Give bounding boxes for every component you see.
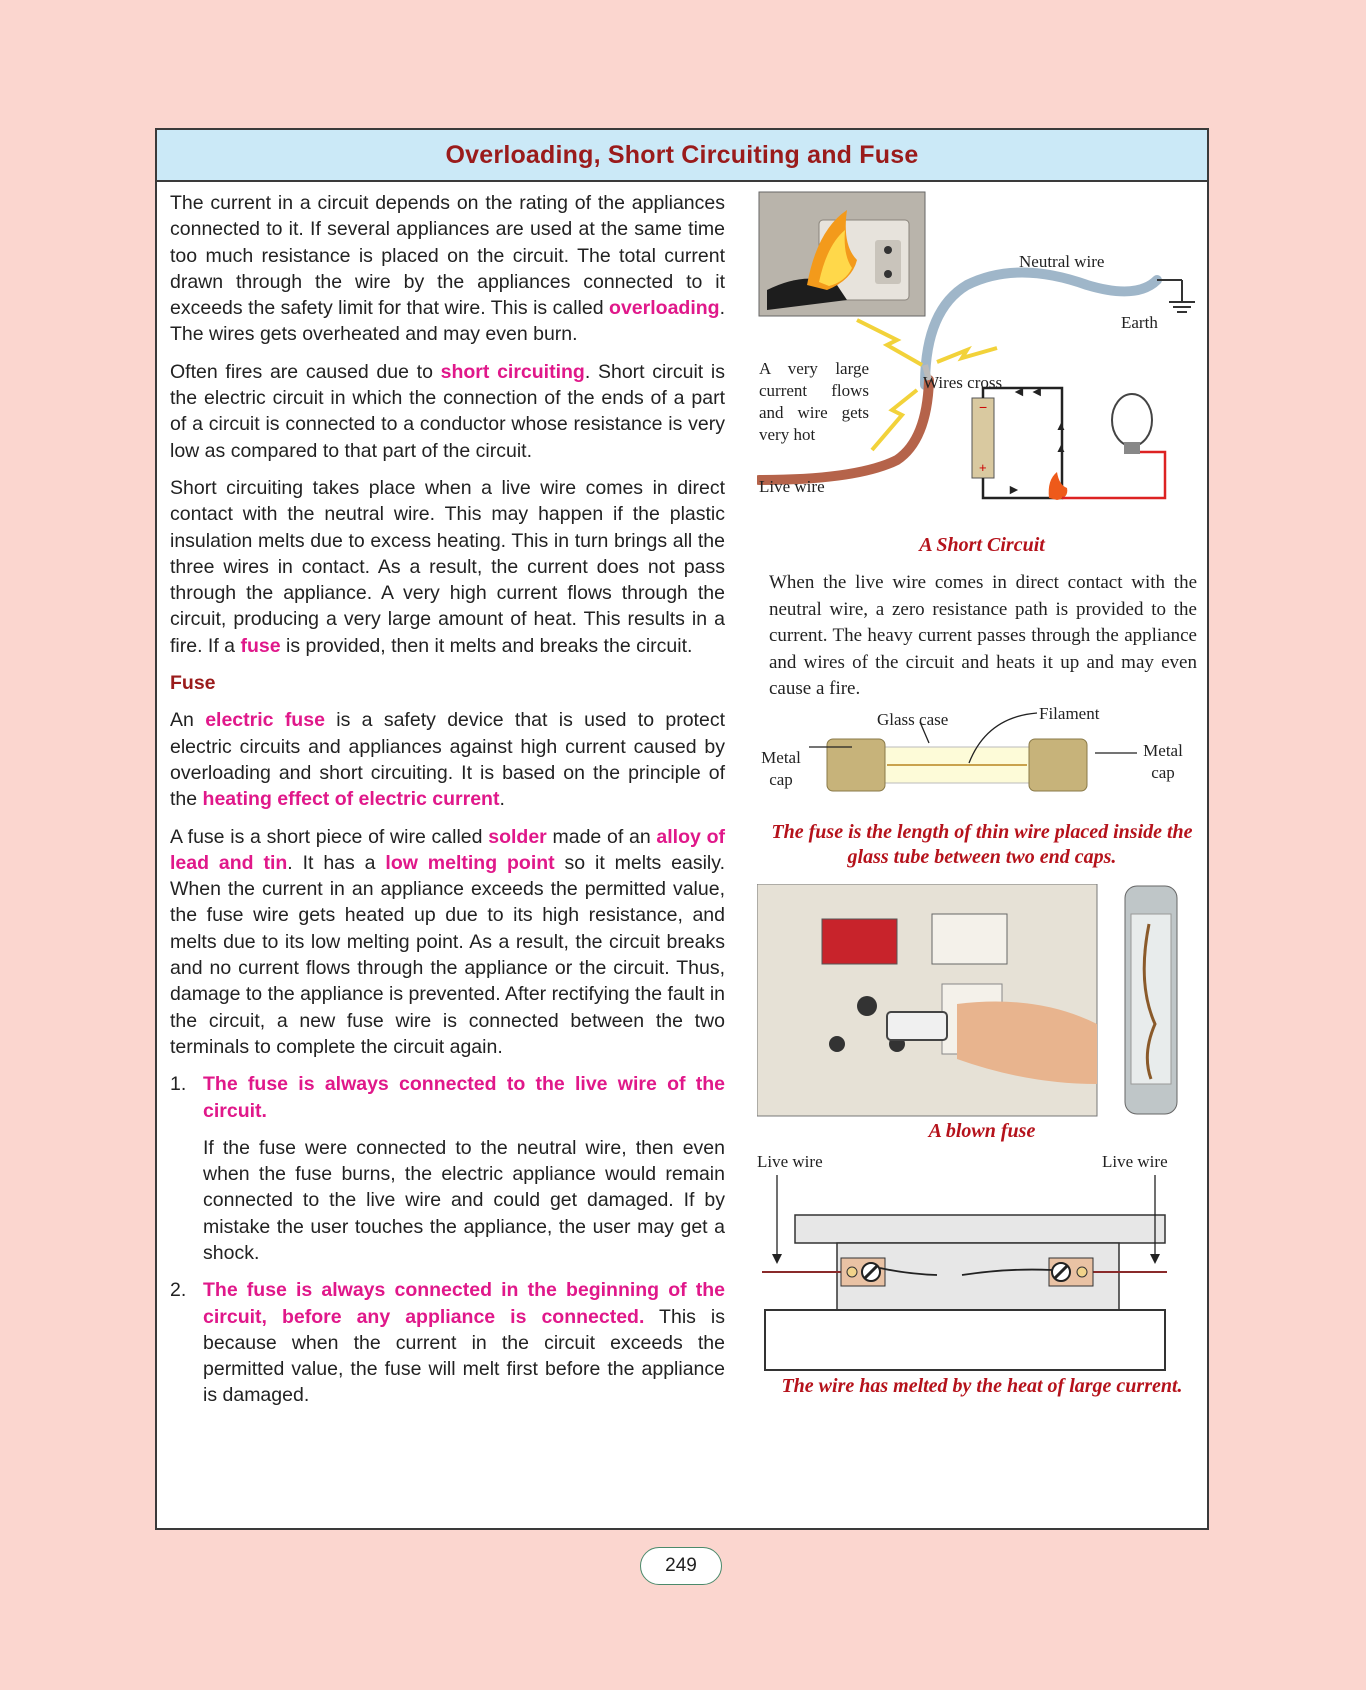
content-box: [155, 128, 1209, 1530]
list-item: 2. The fuse is always connected in the beginning of the circuit, before any appliance is connected. This is because when the current in the circuit exceeds the permitted value, the fuse will melt first before the appliance is damaged.: [170, 1279, 726, 1407]
caption-blown-fuse: A blown fuse: [928, 1120, 1036, 1142]
rule-live-wire: The fuse is always connected to the live wire of the circuit.: [203, 1073, 725, 1122]
paragraph-overloading: The current in a circuit depends on the rating of the appliances connected to it. If several appliances are used at the same time too much resistance is placed on the circuit. The total current drawn through the wire by the appliances connected to it exceeds the safety limit for that wire. This is called overloading. The wires gets overheated and may even burn.: [170, 192, 725, 346]
term-heating-effect: heating effect of electric current: [202, 788, 500, 811]
term-alloy: alloy of lead and tin: [170, 825, 725, 874]
left-column: [170, 190, 725, 1420]
label-large-current: A very large current flows and wire gets very hot: [759, 359, 869, 444]
term-solder: solder: [488, 825, 547, 848]
label-metal-cap-left: Metal cap: [761, 748, 801, 789]
label-live-wire-left: Live wire: [757, 1152, 823, 1171]
term-short-circuiting: short circuiting: [440, 360, 585, 383]
term-fuse: fuse: [240, 634, 281, 657]
term-overloading: overloading: [609, 297, 720, 320]
earth-symbol: [1157, 280, 1195, 312]
metal-cap-right: [1029, 739, 1087, 791]
bulb-icon: [1112, 394, 1152, 454]
svg-text:+: +: [979, 460, 987, 475]
caption-melted-wire: The wire has melted by the heat of large current.: [781, 1375, 1183, 1397]
label-filament: Filament: [1039, 705, 1100, 723]
paragraph-fuse-wire: A fuse is a short piece of wire called solder made of an alloy of lead and tin. It has a low melting point so it melts easily. When the current in an appliance exceeds the permitted value, the fuse wire gets heated up due to its high resistance, and melts due to its low melting point. As a result, the circuit breaks and no current flows through the appliance or the circuit. Thus, damage to the appliance is prevented. After rectifying the fault in the circuit, a new fuse wire is connected between the two terminals to complete the circuit again.: [170, 825, 726, 1058]
rule-explanation: If the fuse were connected to the neutral wire, then even when the fuse burns, the electric appliance would remain connected to the live wire and could get damaged. If by mistake the user touches the appliance, the user may get a shock.: [203, 1136, 725, 1264]
svg-text:◄ ◄: ◄ ◄: [1012, 383, 1044, 399]
circuit-loop: [983, 388, 1062, 498]
svg-text:▲: ▲: [1055, 419, 1067, 433]
fuse-heading: Fuse: [170, 672, 216, 695]
svg-text:−: −: [979, 399, 988, 415]
label-earth: Earth: [1121, 313, 1158, 332]
term-electric-fuse: electric fuse: [205, 709, 325, 732]
svg-text:▲: ▲: [1055, 441, 1067, 455]
svg-text:►: ►: [1007, 481, 1021, 497]
label-wires-cross: Wires cross: [923, 373, 1003, 392]
label-neutral-wire: Neutral wire: [1019, 252, 1105, 271]
paragraph-short-circuit: Often fires are caused due to short circuiting. Short circuit is the electric circuit in which the connection of the ends of a part of a circuit is connected to a conductor whose resistance is very low as compared to that part of the circuit.: [170, 360, 725, 462]
paragraph-short-circuit-detail: Short circuiting takes place when a live wire comes in direct contact with the neutral wire. This may happen if the plastic insulation melts due to excess heating. This in turn brings all the three wires in contact. As a result, the current does not pass through the appliance. A very high current flows through the circuit, producing a very large amount of heat. This results in a fire. If a fuse is provided, then it melts and breaks the circuit.: [170, 476, 725, 657]
rule-beginning-of-circuit: The fuse is always connected in the beginning of the circuit, before any appliance is connected.: [203, 1279, 725, 1328]
page-number: 249: [640, 1547, 722, 1585]
list-item: [170, 1071, 725, 1266]
item-number: 1.: [170, 1073, 187, 1096]
blown-fuse-photo: [757, 884, 1207, 1119]
label-glass-case: Glass case: [877, 710, 949, 729]
page-title: Overloading, Short Circuiting and Fuse: [445, 140, 919, 169]
item-number: 2.: [170, 1279, 187, 1302]
label-live-wire-right: Live wire: [1102, 1152, 1168, 1171]
caption-short-circuit: A Short Circuit: [919, 534, 1045, 556]
label-metal-cap-right: Metal cap: [1143, 741, 1183, 782]
title-bar: [157, 130, 1207, 182]
fire-icon: [1049, 472, 1068, 500]
short-circuit-description: When the live wire comes in direct contact with the neutral wire, a zero resistance path is provided to the current. The heavy current passes through the appliance and wires of the circuit and heats it up and may even cause a fire.: [769, 572, 1197, 699]
term-low-melting-point: low melting point: [385, 851, 555, 874]
paragraph-electric-fuse: An electric fuse is a safety device that is used to protect electric circuits and appliances against high current caused by overloading and short circuiting. It is based on the principle of the heating effect of electric current.: [170, 709, 725, 811]
melted-wire-diagram: [757, 1150, 1207, 1375]
label-live-wire: Live wire: [759, 477, 825, 496]
caption-fuse: The fuse is the length of thin wire placed inside the glass tube between two end caps.: [771, 821, 1193, 868]
burning-socket-photo: [759, 192, 925, 316]
spark-icon: [937, 348, 997, 362]
